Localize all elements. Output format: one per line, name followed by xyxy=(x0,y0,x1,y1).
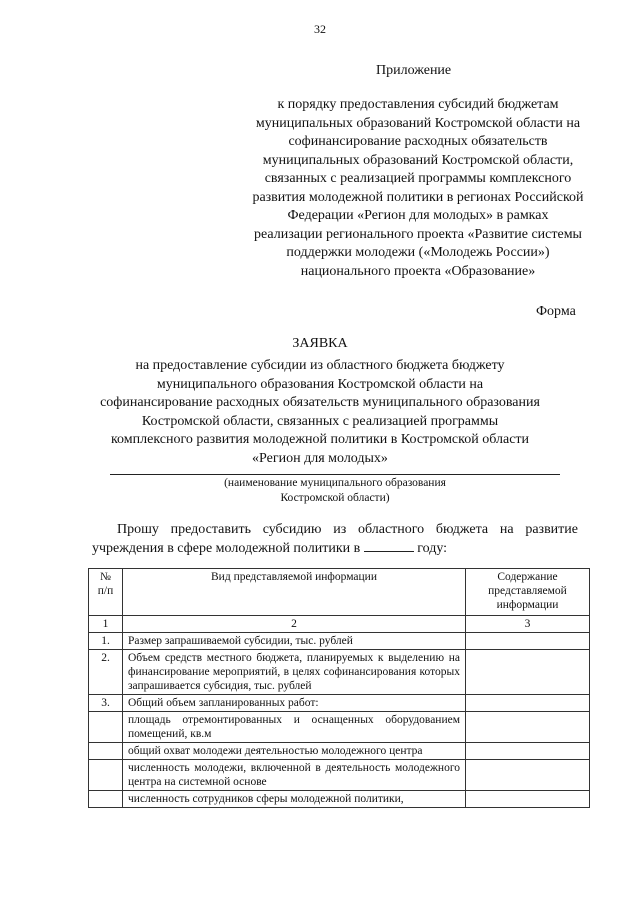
table-column-numbers-row xyxy=(89,616,590,633)
page-number: 32 xyxy=(314,22,326,36)
appendix-text: к порядку предоставления субсидий бюджетам муниципальных образований Костромской области на софинансирование расходных обязательств муниципальных образований Костромской области, связанных с реализацией программы комплексного развития молодежной политики в регионах Российской Федерации «Регион для молодых» в рамках реализации регионального проекта «Развитие системы поддержки молодежи («Молодежь России») национального проекта «Образование» xyxy=(252,97,584,279)
year-blank-field[interactable] xyxy=(364,539,414,552)
table-header-row xyxy=(89,569,590,616)
document-title: ЗАЯВКА xyxy=(292,336,348,351)
table-row xyxy=(89,743,590,760)
row-content[interactable] xyxy=(466,650,590,695)
request-text-before: Прошу предоставить субсидию из областного бюджета на развитие учреждения в сфере молодежной политики в xyxy=(92,522,578,556)
info-table xyxy=(88,568,590,808)
column-number: 3 xyxy=(466,616,590,633)
table-row xyxy=(89,791,590,808)
row-content[interactable] xyxy=(466,695,590,712)
municipality-name-caption xyxy=(170,476,500,506)
table-row xyxy=(89,650,590,695)
row-description: Размер запрашиваемой субсидии, тыс. рублей xyxy=(123,633,466,650)
row-num xyxy=(89,760,123,791)
municipality-name-line[interactable] xyxy=(110,474,560,475)
row-description: Объем средств местного бюджета, планируемых к выделению на финансирование мероприятий, в целях софинансирования которых запрашивается субсидия, тыс. рублей xyxy=(123,650,466,695)
table-row xyxy=(89,760,590,791)
row-num xyxy=(89,712,123,743)
table-row xyxy=(89,695,590,712)
row-num xyxy=(89,791,123,808)
table-row xyxy=(89,712,590,743)
header-description: Вид представляемой информации xyxy=(123,569,466,616)
row-content[interactable] xyxy=(466,712,590,743)
row-content[interactable] xyxy=(466,743,590,760)
column-number: 2 xyxy=(123,616,466,633)
row-description: площадь отремонтированных и оснащенных оборудованием помещений, кв.м xyxy=(123,712,466,743)
request-paragraph xyxy=(92,520,578,558)
caption-line-1: (наименование муниципального образования xyxy=(224,477,446,489)
row-content[interactable] xyxy=(466,791,590,808)
form-label: Форма xyxy=(536,304,576,319)
appendix-title: Приложение xyxy=(376,63,452,78)
header-content: Содержание представляемой информации xyxy=(466,569,590,616)
document-subtitle: на предоставление субсидии из областного бюджета бюджету муниципального образования Костромской области на софинансирование расходных обязательств муниципального образования Костромской области, связанных с реализацией программы комплексного развития молодежной политики в Костромской области «Регион для молодых» xyxy=(100,358,540,466)
row-description: численность молодежи, включенной в деятельность молодежного центра на системной основе xyxy=(123,760,466,791)
caption-line-2: Костромской области) xyxy=(280,492,390,504)
request-text-after: году: xyxy=(413,541,448,556)
row-num: 2. xyxy=(89,650,123,695)
header-num: № п/п xyxy=(89,569,123,616)
table-row xyxy=(89,633,590,650)
row-num: 1. xyxy=(89,633,123,650)
row-description: численность сотрудников сферы молодежной политики, xyxy=(123,791,466,808)
row-content[interactable] xyxy=(466,760,590,791)
row-num: 3. xyxy=(89,695,123,712)
row-description: Общий объем запланированных работ: xyxy=(123,695,466,712)
row-num xyxy=(89,743,123,760)
column-number: 1 xyxy=(89,616,123,633)
row-description: общий охват молодежи деятельностью молодежного центра xyxy=(123,743,466,760)
row-content[interactable] xyxy=(466,633,590,650)
